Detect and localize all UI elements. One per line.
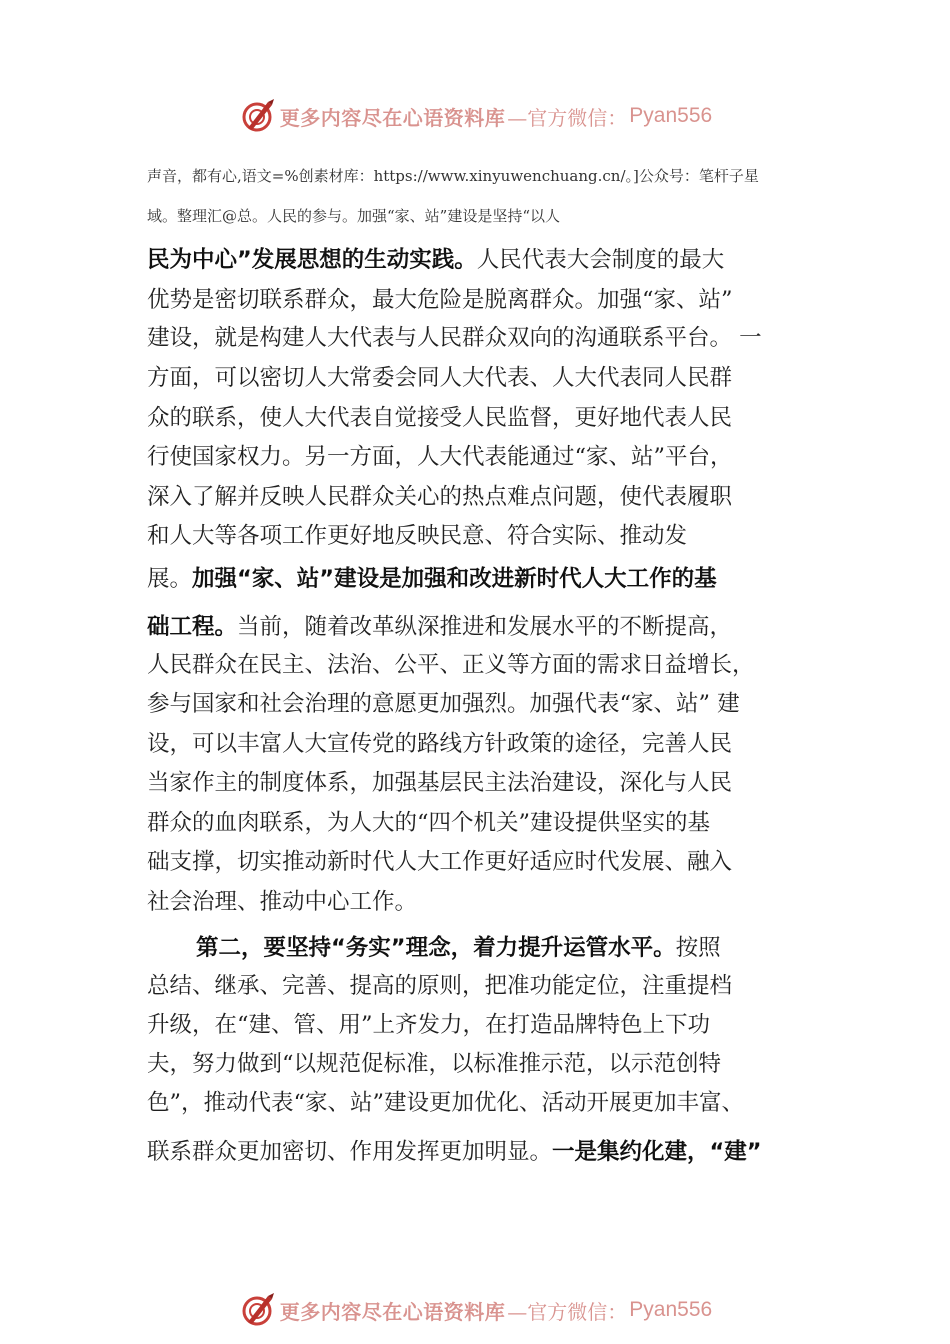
banner-title: 更多内容尽在心语资料库 <box>279 1299 506 1324</box>
body-line-12: 参与国家和社会治理的意愿更加强烈。加强代表“家、站” 建 <box>147 691 740 717</box>
body-line-6: 行使国家权力。另一方面，人大代表能通过“家、站”平台， <box>147 444 733 470</box>
banner-wechat-id: Pyan556 <box>629 1298 713 1321</box>
body-line-10 <box>147 613 732 641</box>
body-line-4: 方面，可以密切人大常委会同人大代表、人大代表同人民群 <box>147 365 733 391</box>
banner-suffix: —官方微信： <box>507 1299 628 1324</box>
quill-logo-icon <box>238 96 278 136</box>
banner-title: 更多内容尽在心语资料库 <box>279 105 506 130</box>
body-line-9 <box>147 565 717 593</box>
body-line-14: 当家作主的制度体系，加强基层民主法治建设，深化与人民 <box>147 770 733 796</box>
body-line-19: 总结、继承、完善、提高的原则，把准功能定位，注重提档 <box>147 973 733 999</box>
section-heading: 第二，要坚持“务实”理念，着力提升运管水平。 <box>196 935 676 961</box>
body-line-11: 人民群众在民主、法治、公平、正义等方面的需求日益增长， <box>147 652 755 678</box>
bold-phrase: 一是集约化建，“建” <box>552 1139 762 1165</box>
body-line-1 <box>147 246 724 274</box>
body-line-8: 和人大等各项工作更好地反映民意、符合实际、推动发 <box>147 523 688 549</box>
body-text: 当前，随着改革纵深推进和发展水平的不断提高， <box>237 614 733 640</box>
banner-suffix: —官方微信： <box>507 105 628 130</box>
body-line-16: 础支撑，切实推动新时代人大工作更好适应时代发展、融入 <box>147 849 733 875</box>
body-line-3: 建设，就是构建人大代表与人民群众双向的沟通联系平台。 一 <box>147 325 762 351</box>
body-line-15: 群众的血肉联系，为人大的“四个机关”建设提供坚实的基 <box>147 810 711 836</box>
body-line-23 <box>147 1138 762 1166</box>
banner-wechat-id: Pyan556 <box>629 104 713 127</box>
bold-phrase: 础工程。 <box>147 614 238 640</box>
body-line-22: 色”，推动代表“家、站”建设更加优化、活动开展更加丰富、 <box>147 1090 745 1116</box>
body-line-17: 社会治理、推动中心工作。 <box>147 889 418 915</box>
quill-logo-icon <box>238 1290 278 1330</box>
bold-phrase: 民为中心”发展思想的生动实践。 <box>147 247 477 273</box>
body-line-20: 升级，在“建、管、用”上齐发力，在打造品牌特色上下功 <box>147 1012 711 1038</box>
body-line-13: 设，可以丰富人大宣传党的路线方针政策的途径，完善人民 <box>147 731 733 757</box>
body-line-21: 夫，努力做到“以规范促标准，以标准推示范，以示范创特 <box>147 1051 722 1077</box>
body-line-2: 优势是密切联系群众，最大危险是脱离群众。加强“家、站” <box>147 287 733 313</box>
body-line-7: 深入了解并反映人民群众关心的热点难点问题，使代表履职 <box>147 484 733 510</box>
body-text: 展。 <box>147 566 193 592</box>
body-line-5: 众的联系，使人大代表自觉接受人民监督，更好地代表人民 <box>147 405 733 431</box>
header-watermark-banner <box>0 96 950 136</box>
body-text: 联系群众更加密切、作用发挥更加明显。 <box>147 1139 553 1165</box>
body-text: 按照 <box>675 935 721 961</box>
bold-phrase: 加强“家、站”建设是加强和改进新时代人大工作的基 <box>192 566 717 592</box>
intro-line-1: 声音，都有心,语文=%创素材库：https://www.xinyuwenchuang.cn/。]公众号：笔杆子星 <box>147 167 759 185</box>
body-line-18 <box>196 934 721 962</box>
footer-watermark-banner <box>0 1290 950 1330</box>
body-text: 人民代表大会制度的最大 <box>476 247 725 273</box>
intro-line-2: 域。整理汇@总。人民的参与。加强“家、站”建设是坚持“以人 <box>147 207 561 225</box>
